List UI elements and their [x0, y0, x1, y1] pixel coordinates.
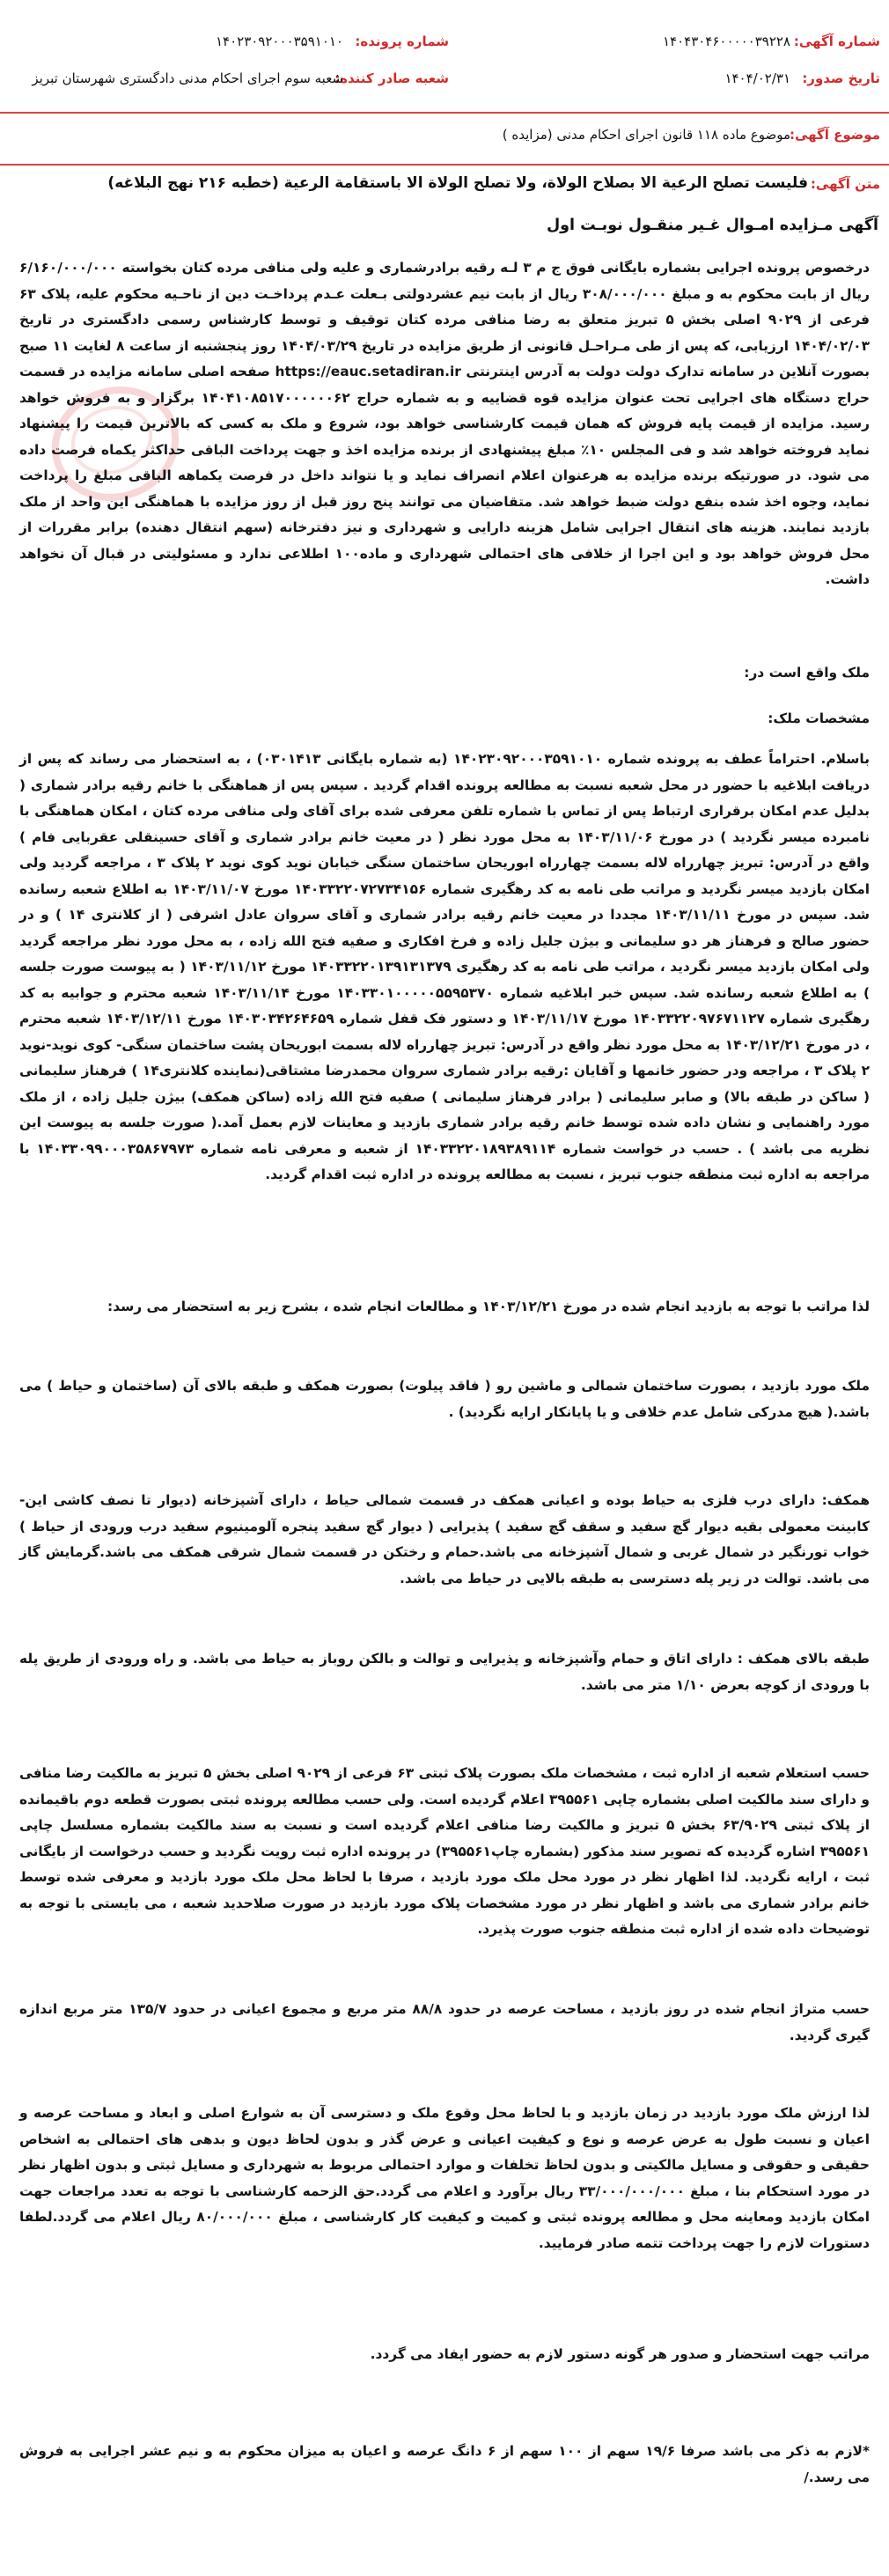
paragraph-upper-floor: طبقه بالای همکف : دارای اتاق و حمام وآشپزخانه و پذیرایی و توالت و بالکن روباز به حیاط می باشد. و راه ورودی از طریق پله با ورودی از کوچه بعرض ۱/۱۰ متر می باشد. [19, 1651, 870, 1693]
ad-number: ۱۴۰۴۳۰۴۶۰۰۰۰۰۳۹۲۲۸ [662, 33, 790, 49]
paragraph-ground-floor: همکف: دارای درب فلزی به حیاط بوده و اعیانی همکف در قسمت شمالی حیاط ، دارای آشپزخانه (دیوار تا نصف کاشی این-کابینت معمولی بقیه دیوار گچ سفید و سقف گچ سفید ) پذیرایی ( دیوار گچ سفید پنجره آلومینیوم سفید درب ورودی از حیاط ) خواب تورنگیر در شمال غربی و شمال آشپزخانه می باشد.حمام و رختکن در قسمت شمال شرقی همکف می باشد.گرمایش گاز می باشد. توالت در زیر پله دسترسی به طبقه بالایی در حیاط می باشد. [19, 1492, 870, 1586]
header-row-2 [0, 70, 889, 104]
property-location-heading: ملک واقع است در: [744, 665, 870, 681]
paragraph-findings-intro: لذا مراتب با توجه به بازدید انجام شده در مورخ ۱۴۰۳/۱۲/۲۱ و مطالعات انجام شده ، بشرح زیر به استحضار می رسد: [107, 1299, 870, 1314]
paragraph-share-note: *لازم به ذکر می باشد صرفا ۱۹/۶ سهم از ۱۰۰ سهم از ۶ دانگ عرصه و اعیان به میزان محکوم به و نیم عشر اجرایی به فروش می رسد./ [19, 2443, 870, 2485]
subject-label: موضوع آگهی: [789, 127, 880, 143]
property-specs-heading: مشخصات ملک: [768, 710, 870, 726]
paragraph-registry-info: حسب استعلام شعبه از اداره ثبت ، مشخصات ملک بصورت پلاک ثبتی ۶۳ فرعی از ۹۰۲۹ اصلی بخش ۵ تبریز به مالکیت رضا منافی و دارای سند مالکیت اصلی بشماره چاپی ۳۹۵۵۶۱ اعلام گردیده است. ولی حسب مطالعه پرونده ثبتی بصورت قطعه دوم باقیمانده از پلاک ثبتی ۶۳/۹۰۲۹ بخش ۵ تبریز و مالکیت رضا منافی اعلام گردیده است و نسبت به سند مالکیت بشماره مسلسل چاپی ۳۹۵۵۶۱ اشاره گردیده که تصویر سند مذکور (بشماره چاپ۳۹۵۵۶۱) در پرونده اداره ثبت رویت نگردید و حسب درخواست از بایگانی ثبت ، ارایه نگردید. لذا اظهار نظر در مورد محل ملک مورد بازدید ، صرفا با لحاظ محل ملک مورد بازدید و معرفی شده توسط خانم برادر شماری می باشد و اظهار نظر در مورد مشخصات پلاک مورد بازدید در صورت صلاحدید شعبه ، می بایستی با توجه به توضیحات داده شده از اداره ثبت منطقه جنوب صورت پذیرد. [19, 1765, 870, 1937]
issuer: شعبه سوم اجرای احکام مدنی دادگستری شهرستان تبریز [32, 70, 343, 86]
case-number-label: شماره پرونده: [355, 33, 449, 49]
subject-row [0, 127, 889, 153]
auction-title: آگهی مـزایده امـوال غـیر منقـول نوبـت اول [546, 217, 878, 234]
paragraph-auction-details: درخصوص پرونده اجرایی بشماره بایگانی فوق ج م ۳ لـه رقیه برادرشماری و علیه ولی منافی مرده کتان بخواسته ۶/۱۶۰/۰۰۰/۰۰۰ ریال از بابت محکوم به و مبلغ ۳۰۸/۰۰۰/۰۰۰ ریال از بابت نیم عشردولتی بـعلت عـدم پرداخـت دین از ناحـیه محکوم علیه، پلاک ۶۳ فرعی از ۹۰۲۹ اصلی بخش ۵ تبریز متعلق به رضا منافی مرده کتان توقیف و توسط کارشناس رسمی دادگستری در تاریخ ۱۴۰۴/۰۲/۰۳ ارزیابی، که پس از طی مـراحـل قانونی از طریق مزایده در تاریخ ۱۴۰۴/۰۳/۲۹ روز پنجشنبه از ساعت ۸ لغایت ۱۱ صبح بصورت آنلاین در سامانه تدارک دولت دولت به آدرس اینترنتی https://eauc.setadiran.ir صفحه اصلی سامانه مزایده در قسمت حراج دستگاه های اجرایی تحت عنوان مزایده قوه قضاییه و به شماره حراج ۱۴۰۴۱۰۸۵۱۷۰۰۰۰۰۰۶۲ برگزار و به فروش خواهد رسید. مزایده از قیمت پایه فروش که همان قیمت کارشناسی خواهد بود، شروع و ملک به کسی که بالاترین قیمت را پیشنهاد نماید فروخته خواهد شد و فی المجلس ۱۰٪ مبلغ پیشنهادی از برنده مزایده اخذ و جهت پرداخت الباقی حداکثر یکماه فرصت داده می شود. در صورتیکه برنده مزایده به هرعنوان اعلام انصراف نماید و یا نتواند داخل در فرصت یکماهه الباقی مبلغ را پرداخت نماید، وجوه اخذ شده بنفع دولت ضبط خواهد شد. متقاضیان می توانند پنج روز قبل از روز مزایده با هماهنگی این واحد از ملک بازدید نمایند. هزینه های انتقال اجرایی شامل هزینه دارایی و شهرداری و نیز دفترخانه (سهم انتقال دهنده) برابر مقررات از محل فروش خواهد بود و این اجرا از خلافی های احتمالی شهرداری و ماده۱۰۰ اطلاعی ندارد و مسئولیتی در قبال آن نخواهد داشت. [19, 260, 871, 587]
issue-date-label: تاریخ صدور: [802, 70, 880, 86]
divider [0, 164, 889, 166]
notice-text-label: متن آگهی: [810, 176, 880, 192]
issue-date: ۱۴۰۴/۰۲/۳۱ [724, 70, 790, 86]
ad-number-label: شماره آگهی: [793, 33, 880, 49]
case-number: ۱۴۰۲۳۰۹۲۰۰۰۳۵۹۱۰۱۰ [215, 33, 343, 49]
paragraph-valuation: لذا ارزش ملک مورد بازدید در زمان بازدید و با لحاظ محل وقوع ملک و دسترسی آن به شوارع اصلی و ابعاد و مساحت عرصه و اعیان و نسبت طول به عرض عرصه و نوع و کیفیت اعیانی و عرض گذر و بدون لحاظ دیون و بدهی های احتمالی به اشخاص حقیقی و حقوقی و مسایل مالکیتی و بدون لحاظ تخلفات و موارد احتمالی مربوط به شهرداری و مسایل ثبتی و بدون اظهار نظر در مورد استحکام بنا ، مبلغ ۳۳/۰۰۰/۰۰۰/۰۰۰ ریال برآورد و اعلام می گردد.حق الزحمه کارشناسی با توجه به تعدد مراجعات جهت امکان بازدید ومعاینه محل و مطالعه پرونده ثبتی و کمیت و کیفیت کار کارشناسی ، مبلغ ۸۰/۰۰۰/۰۰۰ ریال اعلام می گردد.لطفا دستورات لازم را جهت پرداخت تتمه صادر فرمایید. [19, 2105, 871, 2251]
notice-text-row [0, 176, 889, 204]
paragraph-building-type: ملک مورد بازدید ، بصورت ساختمان شمالی و ماشین رو ( فاقد پیلوت) بصورت همکف و طبقه بالای آن (ساختمان و حیاط ) می باشد.( هیچ مدرکی شامل عدم خلافی و یا پایانکار ارایه نگردید) . [19, 1378, 870, 1420]
divider [0, 112, 889, 114]
header-row-1 [0, 33, 889, 67]
paragraph-inspection-history: باسلام. احتراماً عطف به پرونده شماره ۱۴۰۲۳۰۹۲۰۰۰۳۵۹۱۰۱۰ (به شماره بایگانی ۰۳۰۱۴۱۳) ، به استحضار می رساند که پس از دریافت ابلاغیه با حضور در محل شعبه نسبت به مطالعه پرونده اقدام گردید . سپس پس از هماهنگی با خانم رقیه برادر شماری ( بدلیل عدم امکان برقراری ارتباط پس از تماس با شماره تلفن معرفی شده برای آقای ولی منافی مرده کتان ، امکان هماهنگی با نامبرده میسر نگردید ) در مورخ ۱۴۰۳/۱۱/۰۶ به محل مورد نظر ( در معیت خانم برادر شماری و آقای حسینقلی عقربایی فام ) واقع در آدرس: تبریز چهارراه لاله بسمت چهارراه ابوریحان ساختمان سنگی خیابان نوید کوی نوید ۲ پلاک ۳ ، مراجعه گردید ولی امکان بازدید میسر نگردید و مراتب طی نامه به کد رهگیری شماره ۱۴۰۳۳۲۲۰۷۲۷۳۴۱۵۶ مورخ ۱۴۰۳/۱۱/۰۷ به اطلاع شعبه رسانده شد. سپس در مورخ ۱۴۰۳/۱۱/۱۱ مجددا در معیت خانم رقیه برادر شماری و آقای سروان عادل اشرفی ( از کلانتری ۱۴ ) و در حضور صالح و فرهناز هر دو سلیمانی و بیژن جلیل زاده و فرخ افکاری و صفیه فتح الله زاده ، به محل مورد نظر مراجعه گردید ولی امکان بازدید میسر نگردید ، مراتب طی نامه به کد رهگیری ۱۴۰۳۳۲۲۰۱۳۹۱۳۱۳۷۹ مورخ ۱۴۰۳/۱۱/۱۲ ( به پیوست صورت جلسه ) به اطلاع شعبه رسانده شد. سپس خبر ابلاغیه شماره ۱۴۰۳۳۰۱۰۰۰۰۰۵۵۹۵۳۷۰ مورخ ۱۴۰۳/۱۱/۱۴ شعبه محترم و جوابیه به کد رهگیری شماره ۱۴۰۳۳۲۲۰۹۷۶۷۱۱۲۷ مورخ ۱۴۰۳/۱۱/۱۷ و دستور فک قفل شماره ۱۴۰۳۰۳۴۲۶۴۶۵۹ مورخ ۱۴۰۳/۱۲/۱۱ شعبه محترم ، در مورخ ۱۴۰۳/۱۲/۲۱ به محل مورد نظر واقع در آدرس: تبریز چهارراه لاله بسمت ابوریحان پشت ساختمان سنگی- کوی نوید-نوید ۲ پلاک ۳ ، مراجعه ودر حضور خانمها و آقایان :رقیه برادر شماری سروان محمدرضا مشتاقی(نماینده کلانتری۱۴ ) فرهناز سلیمانی ( ساکن در طبقه بالا) و صابر سلیمانی ( برادر فرهناز سلیمانی ) صفیه فتح الله زاده (ساکن همکف) بیژن جلیل زاده ، از ملک مورد راهنمایی و نشان داده شده توسط خانم رقیه برادر شماری بازدید و معاینات لازم بعمل آمد.( صورت جلسه به پیوست این نظریه می باشد ) . حسب در خواست شماره ۱۴۰۳۳۲۲۰۱۸۹۳۸۹۱۱۴ از شعبه و معرفی نامه شماره ۱۴۰۳۳۰۹۹۰۰۰۳۵۸۶۷۹۷۳ با مراجعه به اداره ثبت منطقه جنوب تبریز ، نسبت به مطالعه پرونده در اداره ثبت اقدام گردید. [19, 751, 871, 1182]
paragraph-closing: مراتب جهت استحضار و صدور هر گونه دستور لازم به حضور ایفاد می گردد. [370, 2346, 870, 2362]
auction-title-row [0, 217, 889, 245]
notice-quote: فلیست تصلح الرعیة الا بصلاح الولاة، ولا تصلح الولاة الا باستقامة الرعیة (خطبه ۲۱۶ نهج البلاغه) [107, 174, 808, 192]
subject-value: موضوع ماده ۱۱۸ قانون اجرای احکام مدنی (مزایده ) [502, 127, 790, 143]
paragraph-area-measurement: حسب متراژ انجام شده در روز بازدید ، مساحت عرصه در حدود ۸۸/۸ متر مربع و مجموع اعیانی در حدود ۱۳۵/۷ متر مربع اندازه گیری گردید. [19, 2001, 870, 2043]
issuer-label: شعبه صادر کننده: [334, 70, 449, 86]
